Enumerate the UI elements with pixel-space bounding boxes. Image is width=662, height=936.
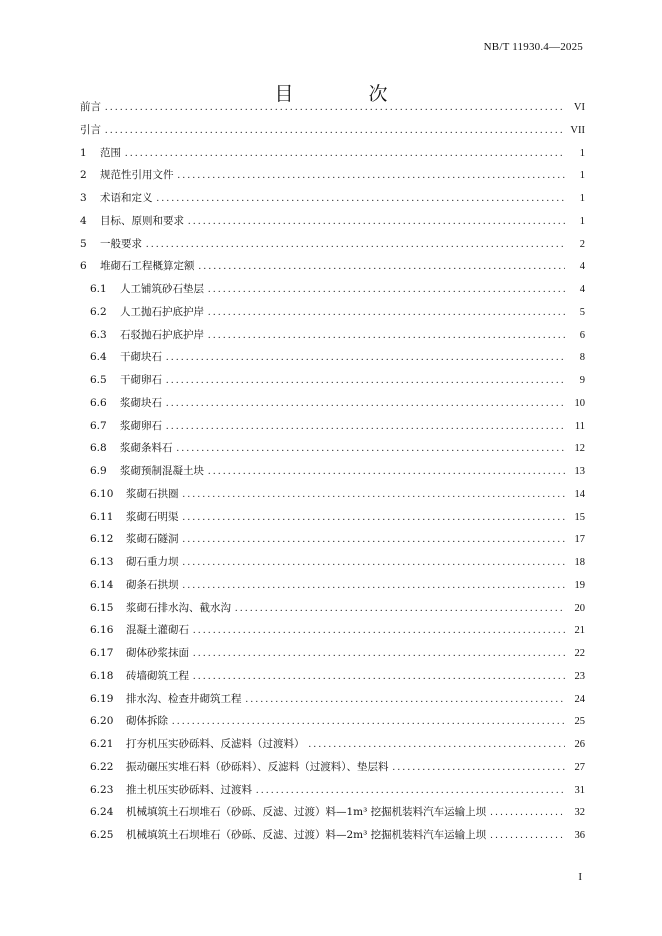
page-folio: I — [578, 871, 582, 883]
toc-entry-label: 浆砌石排水沟、截水沟 — [126, 601, 231, 614]
toc-entry-number: 6.2 — [90, 305, 107, 318]
toc-entry[interactable] — [80, 710, 585, 733]
toc-entry-page: 21 — [574, 625, 585, 637]
toc-entry-number: 6.15 — [90, 601, 114, 614]
dot-leader — [490, 825, 565, 848]
dot-leader — [125, 143, 565, 166]
toc-title: 目 次 — [274, 83, 416, 105]
toc-entry[interactable] — [80, 142, 585, 165]
toc-entry-page: 36 — [574, 830, 585, 841]
toc-entry-label: 打夯机压实砂砾料、反滤料（过渡料） — [126, 738, 305, 750]
dot-leader — [193, 620, 565, 643]
toc-entry-label: 干砌卵石 — [120, 374, 162, 386]
dot-leader — [146, 234, 565, 257]
toc-entry-page: 14 — [574, 488, 585, 500]
toc-entry-page: 15 — [574, 511, 585, 523]
dot-leader — [177, 438, 566, 461]
toc-entry-label: 人工抛石护底护岸 — [120, 305, 204, 318]
toc-entry-page: 12 — [574, 443, 585, 455]
dot-leader — [208, 325, 565, 348]
toc-entry-label: 石驳抛石护底护岸 — [120, 328, 204, 341]
toc-entry-number: 6.21 — [90, 738, 114, 750]
toc-entry-page: 8 — [579, 352, 585, 364]
toc-entry-page: 6 — [579, 329, 585, 341]
toc-entry-number: 3 — [80, 192, 87, 204]
toc-entry-label: 排水沟、检查井砌筑工程 — [126, 692, 242, 705]
toc-entry-number: 6.13 — [90, 556, 114, 568]
toc-entry-label: 浆砌石明渠 — [126, 510, 179, 523]
toc-entry-label: 砌体拆除 — [126, 715, 168, 728]
toc-entry-page: 9 — [579, 375, 585, 386]
toc-entry-page: 17 — [574, 534, 585, 546]
toc-entry-label: 机械填筑土石坝堆石（砂砾、反滤、过渡）料—2m³ 挖掘机装料汽车运输上坝 — [126, 829, 487, 841]
toc-entry[interactable] — [80, 574, 585, 597]
toc-entry-number: 6.10 — [90, 487, 114, 500]
toc-entry-label: 浆砌卵石 — [120, 419, 162, 432]
toc-entry-page: 25 — [574, 716, 585, 728]
toc-entry-number: 6.23 — [90, 783, 114, 796]
toc-entry-page: 13 — [574, 466, 585, 477]
dot-leader — [183, 484, 566, 507]
dot-leader — [208, 279, 565, 302]
toc-entry-number: 6.18 — [90, 669, 114, 682]
toc-entry-label: 干砌块石 — [120, 351, 162, 364]
toc-entry-label: 一般要求 — [100, 237, 142, 250]
toc-entry-number: 6.8 — [90, 442, 107, 455]
toc-entry[interactable] — [80, 255, 585, 278]
dot-leader — [183, 552, 566, 575]
toc-entry[interactable] — [80, 619, 585, 642]
toc-entry-label: 目标、原则和要求 — [100, 214, 184, 227]
toc-entry-label: 浆砌块石 — [120, 396, 162, 409]
toc-entry-number: 6.16 — [90, 624, 114, 637]
toc-entry-number: 6.4 — [90, 351, 107, 364]
toc-entry-number: 6.5 — [90, 374, 107, 386]
toc-entry[interactable] — [80, 187, 585, 210]
toc-entry[interactable] — [80, 119, 585, 142]
toc-entry-label: 砌石重力坝 — [126, 556, 179, 568]
toc-entry[interactable] — [80, 346, 585, 369]
dot-leader — [105, 120, 564, 143]
toc-entry-number: 6.17 — [90, 647, 114, 659]
toc-entry-page: 4 — [579, 284, 585, 295]
toc-entry[interactable] — [80, 301, 585, 324]
toc-entry-page: 1 — [579, 147, 585, 159]
toc-entry[interactable] — [80, 96, 585, 119]
toc-entry-page: 10 — [574, 397, 585, 409]
toc-entry[interactable] — [80, 506, 585, 529]
dot-leader — [193, 643, 565, 666]
toc-entry-label: 浆砌石拱圈 — [126, 487, 179, 500]
dot-leader — [183, 507, 566, 530]
toc-entry-page: 1 — [579, 193, 585, 204]
toc-entry-label: 浆砌条料石 — [120, 442, 173, 455]
toc-entry-page: 1 — [579, 215, 585, 227]
toc-entry-label: 前言 — [80, 101, 101, 113]
dot-leader — [166, 393, 565, 416]
toc-entry-label: 人工铺筑砂石垫层 — [120, 283, 204, 295]
toc-entry[interactable] — [80, 779, 585, 802]
toc-entry-page: 22 — [574, 648, 585, 659]
dot-leader — [105, 97, 565, 120]
dot-leader — [246, 689, 566, 712]
dot-leader — [256, 780, 565, 803]
toc-entry-label: 堆砌石工程概算定额 — [100, 260, 195, 273]
dot-leader — [188, 211, 565, 234]
toc-entry-label: 规范性引用文件 — [100, 169, 174, 182]
toc-entry[interactable] — [80, 415, 585, 438]
toc-entry[interactable] — [80, 369, 585, 392]
toc-entry-label: 混凝土灌砌石 — [126, 624, 189, 637]
toc-entry[interactable] — [80, 483, 585, 506]
toc-entry-number: 6.24 — [90, 806, 114, 819]
dot-leader — [172, 711, 565, 734]
toc-entry-page: 26 — [574, 739, 585, 750]
toc-entry-page: 24 — [574, 693, 585, 705]
toc-entry-number: 5 — [80, 237, 87, 250]
toc-entry[interactable] — [80, 437, 585, 460]
toc-entry[interactable] — [80, 210, 585, 233]
toc-entry[interactable] — [80, 551, 585, 574]
toc-entry-page: 4 — [579, 261, 585, 273]
toc-entry[interactable] — [80, 324, 585, 347]
toc-entry-page: 27 — [574, 761, 585, 773]
toc-entry-number: 4 — [80, 214, 87, 227]
dot-leader — [166, 416, 565, 439]
dot-leader — [208, 302, 565, 325]
toc-entry-number: 6 — [80, 260, 87, 273]
toc-entry-number: 6.3 — [90, 328, 107, 341]
table-of-contents — [80, 96, 585, 847]
toc-entry-number: 6.19 — [90, 692, 114, 705]
toc-entry-number: 6.25 — [90, 829, 114, 841]
toc-entry[interactable] — [80, 164, 585, 187]
toc-entry-page: 19 — [574, 579, 585, 591]
toc-entry-number: 6.7 — [90, 419, 107, 432]
toc-entry[interactable] — [80, 233, 585, 256]
toc-entry-label: 振动碾压实堆石料（砂砾料）、反滤料（过渡料）、垫层料 — [126, 760, 389, 773]
dot-leader — [157, 188, 566, 211]
toc-entry-page: 18 — [574, 557, 585, 568]
toc-entry-page: 2 — [579, 238, 585, 250]
dot-leader — [208, 461, 565, 484]
toc-entry[interactable] — [80, 824, 585, 847]
toc-entry-page: 5 — [579, 306, 585, 318]
toc-entry[interactable] — [80, 642, 585, 665]
toc-entry[interactable] — [80, 460, 585, 483]
dot-leader — [178, 165, 566, 188]
toc-entry[interactable] — [80, 756, 585, 779]
toc-entry[interactable] — [80, 597, 585, 620]
toc-entry-label: 砖墙砌筑工程 — [126, 669, 189, 682]
toc-entry-number: 1 — [80, 146, 87, 159]
toc-entry-page: 23 — [574, 670, 585, 682]
toc-entry-number: 6.6 — [90, 396, 107, 409]
dot-leader — [490, 802, 565, 825]
toc-entry[interactable] — [80, 688, 585, 711]
dot-leader — [199, 256, 566, 279]
toc-entry-label: 推土机压实砂砾料、过渡料 — [126, 783, 252, 796]
toc-entry[interactable] — [80, 392, 585, 415]
toc-entry-label: 浆砌石隧洞 — [126, 533, 179, 546]
toc-entry-label: 浆砌预制混凝土块 — [120, 465, 204, 477]
toc-entry-label: 引言 — [80, 123, 101, 136]
toc-entry-number: 6.1 — [90, 283, 107, 295]
toc-entry-label: 范围 — [100, 146, 121, 159]
toc-entry-page: VII — [570, 124, 585, 136]
toc-entry[interactable] — [80, 665, 585, 688]
toc-entry-number: 6.11 — [90, 510, 114, 523]
toc-entry[interactable] — [80, 733, 585, 756]
toc-entry-number: 6.12 — [90, 533, 114, 546]
toc-entry-page: 11 — [574, 420, 585, 432]
toc-entry-page: 31 — [574, 784, 585, 796]
dot-leader — [309, 734, 566, 757]
toc-entry-number: 6.14 — [90, 578, 114, 591]
toc-entry-page: VI — [573, 102, 585, 113]
dot-leader — [393, 757, 566, 780]
dot-leader — [166, 370, 565, 393]
toc-entry[interactable] — [80, 278, 585, 301]
dot-leader — [183, 529, 566, 552]
dot-leader — [166, 347, 565, 370]
toc-entry-number: 6.9 — [90, 465, 107, 477]
standard-code: NB/T 11930.4—2025 — [483, 41, 583, 53]
toc-entry-number: 6.22 — [90, 760, 114, 773]
toc-entry-page: 20 — [574, 602, 585, 614]
dot-leader — [235, 598, 565, 621]
toc-entry-label: 机械填筑土石坝堆石（砂砾、反滤、过渡）料—1m³ 挖掘机装料汽车运输上坝 — [126, 806, 487, 819]
toc-entry-label: 术语和定义 — [100, 192, 153, 204]
dot-leader — [183, 575, 566, 598]
toc-entry[interactable] — [80, 801, 585, 824]
toc-entry[interactable] — [80, 528, 585, 551]
toc-entry-page: 32 — [574, 807, 585, 819]
toc-entry-label: 砌条石拱坝 — [126, 578, 179, 591]
toc-entry-page: 1 — [579, 170, 585, 182]
toc-entry-number: 2 — [80, 169, 87, 182]
toc-entry-label: 砌体砂浆抹面 — [126, 647, 189, 659]
dot-leader — [193, 666, 565, 689]
toc-entry-number: 6.20 — [90, 715, 114, 728]
